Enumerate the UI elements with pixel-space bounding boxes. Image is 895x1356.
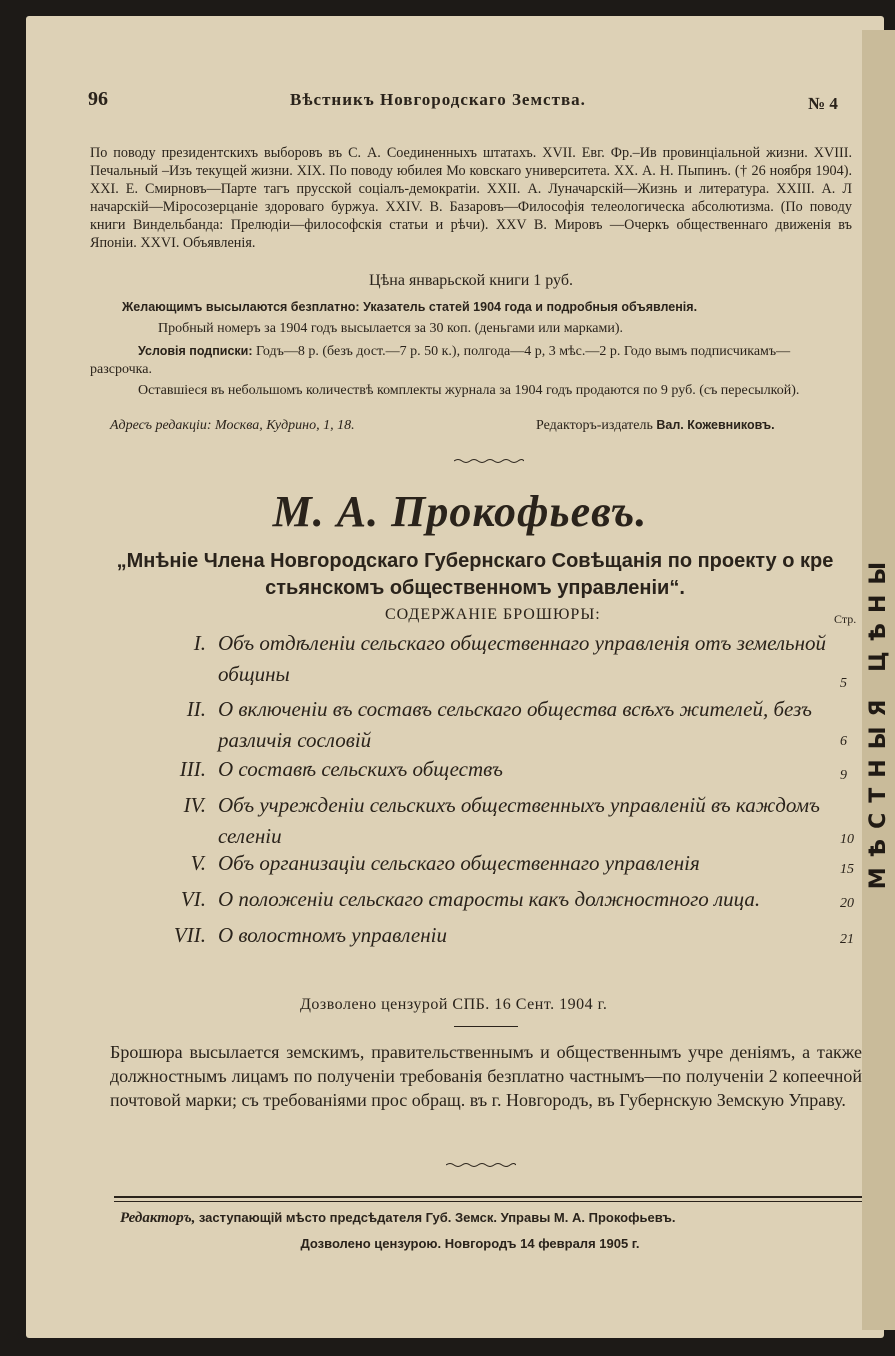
footer-rule: [114, 1196, 862, 1198]
divider-ornament: [454, 458, 524, 460]
price-line: Цѣна январьской книги 1 руб.: [369, 272, 573, 289]
editor-publisher: Редакторъ-издатель Вал. Кожевниковъ.: [536, 418, 775, 433]
issue-number: № 4: [808, 94, 838, 113]
journal-title: Вѣстникъ Новгородскаго Земства.: [290, 90, 586, 109]
editor-label: Редакторъ,: [120, 1210, 196, 1226]
issue-contents-list: По поводу президентскихъ выборовъ въ С. А. Соединенныхъ штатахъ. XVII. Евг. Фр.–Ив провинціальной жизни. XVIII. Печальный –Изъ текущей жизни. XIX. По поводу юбилея Мо ковскаго университета. XX. А. Н. Пыпинъ. († 26 ноября 1904). XXI. Е. Смирновъ—Парте тагъ прусской соціалъ-демократіи. XXII. А. Луначарскій—Жизнь и литература. XXIII. А. Л начарскій—Міросозерцаніе здороваго буржуа. XXIV. В. Базаровъ—Философія телеологическа абсолютизма. (По поводу книги Виндельбанда: Прелюдіи—философскія статьи и рѣчи). XXV В. Мировъ —Очеркъ общественнаго движенія въ Японіи. XXVI. Объявленія.: [90, 145, 852, 251]
author-name: М. А. Прокофьевъ.: [272, 487, 648, 536]
page-number: 96: [88, 88, 108, 110]
free-notice: Желающимъ высылаются безплатно: Указатель статей 1904 года и подробныя объявленія.: [122, 300, 698, 314]
adjacent-page-heading: МѢСТНЫЯ ЦѢНЫ: [866, 551, 892, 889]
subscription-terms: Условія подписки: Годъ—8 р. (безъ дост.—7 р. 50 к.), полгода—4 р, 3 мѣс.—2 р. Годо вымъ подписчикамъ—разсрочка.: [90, 344, 791, 377]
editorial-address: Адресъ редакціи: Москва, Кудрино, 1, 18.: [110, 418, 355, 433]
footer-rule-thin: [114, 1201, 862, 1202]
toc-page-heading: Стр.: [834, 612, 857, 626]
sample-issue-notice: Пробный номеръ за 1904 годъ высылается за 30 коп. (деньгами или марками).: [158, 321, 624, 336]
remaining-sets-notice: Оставшіеся въ небольшомъ количествѣ комплекты журнала за 1904 годъ продаются по 9 руб. (съ пересылкой).: [138, 383, 800, 398]
editor-line: [120, 1210, 860, 1227]
brochure-title: „Мнѣніе Члена Новгородскаго Губернскаго Совѣщанія по проекту о кре стьянскомъ общественномъ управленіи“.: [116, 550, 834, 599]
toc-heading: СОДЕРЖАНІЕ БРОШЮРЫ:: [385, 606, 601, 623]
censorship-note: Дозволено цензурой СПБ. 16 Сент. 1904 г.: [300, 996, 608, 1013]
editor-text: заступающій мѣсто предсѣдателя Губ. Земск. Управы М. А. Прокофьевъ.: [198, 1210, 676, 1225]
brochure-distribution-notice: Брошюра высылается земскимъ, правительственнымъ и общественнымъ учре деніямъ, а также должностнымъ лицамъ по полученіи требованія безплатно частнымъ—по полученіи 2 копеечной почтовой марки; съ требованіями прос обращ. въ г. Новгородъ, въ Губернскую Земскую Управу.: [110, 1042, 862, 1110]
subscription-label: Условія подписки:: [138, 344, 253, 358]
divider-ornament: [446, 1162, 516, 1164]
censorship-footer: Дозволено цензурою. Новгородъ 14 февраля 1905 г.: [300, 1236, 640, 1251]
running-header: [88, 88, 858, 118]
short-rule: [454, 1026, 518, 1027]
